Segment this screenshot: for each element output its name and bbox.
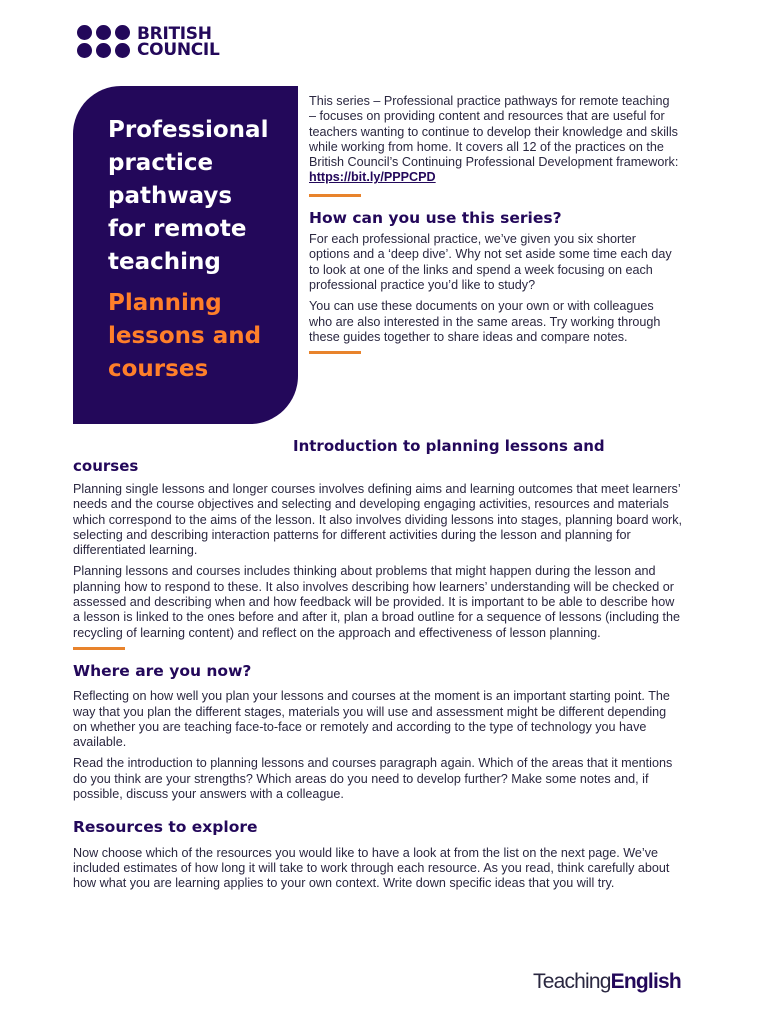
divider bbox=[73, 647, 125, 650]
series-column bbox=[309, 94, 679, 368]
banner-title: Professional practice pathways for remote teaching bbox=[108, 117, 269, 275]
banner-subtitle: Planning lessons and courses bbox=[108, 290, 262, 382]
divider bbox=[309, 194, 361, 197]
intro-paragraph: Planning lessons and courses includes thinking about problems that might happen during the lesson and planning how to respond to these. It also involves describing how learners’ understanding will be checked or assessed and describing when and how feedback will be provided. It is important to be able to describe how a lesson is linked to the ones before and after it, plan a broad outline for a sequence of lessons (including the recycling of learning content) and reflect on the approach and effectiveness of lesson planning. bbox=[73, 564, 680, 640]
resources-heading: Resources to explore bbox=[73, 818, 258, 837]
title-banner bbox=[73, 86, 298, 424]
use-series-heading: How can you use this series? bbox=[309, 208, 562, 227]
intro-paragraph: Planning single lessons and longer courses involves defining aims and learning outcomes that meet learners’ needs and the course objectives and selecting and developing engaging activities, resources and materials which correspond to the aims of the lesson. It also involves dividing lessons into stages, planning board work, selecting and describing interaction patterns for different activities during the lesson and planning for differentiated learning. bbox=[73, 482, 683, 558]
divider bbox=[309, 351, 361, 354]
intro-heading: Introduction to planning lessons and courses bbox=[73, 437, 605, 475]
main-content bbox=[73, 436, 683, 898]
series-description: This series – Professional practice pathways for remote teaching – focuses on providing content and resources that are useful for teachers wanting to continue to develop their knowledge and skills while working from home. It covers all 12 of the practices on the British Council’s Continuing Professional Development framework: https://bit.ly/PPPCPD bbox=[309, 94, 679, 185]
logo-wordmark: BRITISH COUNCIL bbox=[137, 23, 220, 60]
use-series-paragraph: You can use these documents on your own or with colleagues who are also interested in the same areas. Try working through these guides together to share ideas and compare notes. bbox=[309, 299, 661, 344]
where-heading: Where are you now? bbox=[73, 661, 252, 680]
pppcpd-link[interactable]: https://bit.ly/PPPCPD bbox=[309, 170, 436, 185]
logo-dots-icon bbox=[77, 25, 131, 58]
teachingenglish-logo: TeachingEnglish bbox=[533, 970, 681, 993]
where-paragraph: Read the introduction to planning lessons and courses paragraph again. Which of the areas that it mentions do you think are your strengths? Which areas do you need to develop further? Make some notes and, if possible, discuss your answers with a colleague. bbox=[73, 756, 673, 802]
use-series-paragraph: For each professional practice, we’ve given you six shorter options and a ‘deep dive’. Why not set aside some time each day to look at one of the links and spend a week focusing on each professional practice you’d like to study? bbox=[309, 232, 672, 292]
where-paragraph: Reflecting on how well you plan your lessons and courses at the moment is an important starting point. The way that you plan the different stages, materials you will use and assessment might be different depending on whether you are teaching face-to-face or remotely and according to the type of technology you have available. bbox=[73, 689, 670, 750]
resources-paragraph: Now choose which of the resources you would like to have a look at from the list on the next page. We’ve included estimates of how long it will take to work through each resource. As you read, think carefully about how what you are learning applies to your own context. Write down specific ideas that you will try. bbox=[73, 845, 670, 891]
british-council-logo bbox=[77, 25, 220, 58]
